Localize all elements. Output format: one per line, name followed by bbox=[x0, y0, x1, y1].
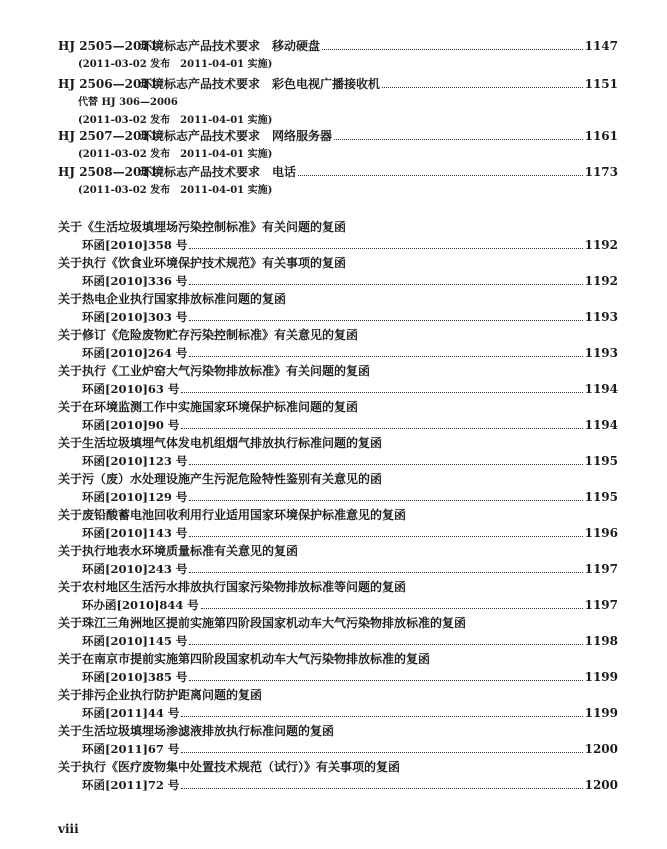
page-ref: 1200 bbox=[584, 778, 618, 792]
letter-title: 关于生活垃圾填埋气体发电机组烟气排放执行标准问题的复函 bbox=[58, 436, 383, 450]
letter-title: 关于珠江三角洲地区提前实施第四阶段国家机动车大气污染物排放标准的复函 bbox=[58, 616, 467, 630]
standard-title: 环境标志产品技术要求 bbox=[140, 77, 261, 91]
dot-leader bbox=[334, 139, 583, 140]
letter-doc-number: 环函[2010]63 号 bbox=[82, 382, 180, 396]
page-ref: 1147 bbox=[584, 39, 618, 53]
letter-ref-line bbox=[58, 668, 618, 686]
page-ref: 1199 bbox=[584, 670, 618, 684]
page-ref: 1192 bbox=[584, 238, 618, 252]
standard-dates: (2011-03-02 发布 2011-04-01 实施) bbox=[78, 115, 273, 126]
letter-ref-line bbox=[58, 308, 618, 326]
letter-doc-number: 环函[2011]72 号 bbox=[82, 778, 180, 792]
page-number: viii bbox=[58, 822, 79, 836]
letter-ref-line bbox=[58, 776, 618, 794]
dot-leader bbox=[189, 572, 582, 573]
dot-leader bbox=[189, 536, 582, 537]
dot-leader bbox=[189, 284, 582, 285]
letter-entry bbox=[58, 722, 618, 758]
standard-entry bbox=[58, 162, 618, 200]
page-ref: 1173 bbox=[584, 165, 618, 179]
letter-ref-line bbox=[58, 596, 618, 614]
letter-title: 关于执行《医疗废物集中处置技术规范（试行）》有关事项的复函 bbox=[58, 760, 401, 774]
letter-ref-line bbox=[58, 560, 618, 578]
standard-subject: 移动硬盘 bbox=[272, 39, 321, 53]
reply-letter-list bbox=[58, 218, 618, 794]
letter-title: 关于执行地表水环境质量标准有关意见的复函 bbox=[58, 544, 299, 558]
letter-title: 关于在南京市提前实施第四阶段国家机动车大气污染物排放标准的复函 bbox=[58, 652, 431, 666]
letter-ref-line bbox=[58, 236, 618, 254]
letter-entry bbox=[58, 506, 618, 542]
letter-ref-line bbox=[58, 452, 618, 470]
dot-leader bbox=[181, 716, 582, 717]
standard-line bbox=[58, 162, 618, 182]
standard-dates: (2011-03-02 发布 2011-04-01 实施) bbox=[78, 185, 273, 196]
letter-entry bbox=[58, 758, 618, 794]
page-ref: 1195 bbox=[584, 490, 618, 504]
letter-doc-number: 环函[2010]143 号 bbox=[82, 526, 188, 540]
standard-subject: 彩色电视广播接收机 bbox=[272, 77, 381, 91]
dot-leader bbox=[189, 644, 582, 645]
letter-ref-line bbox=[58, 380, 618, 398]
letter-ref-line bbox=[58, 524, 618, 542]
letter-entry bbox=[58, 650, 618, 686]
page-ref: 1197 bbox=[584, 598, 618, 612]
standard-line bbox=[58, 36, 618, 56]
dot-leader bbox=[382, 87, 583, 88]
page-ref: 1192 bbox=[584, 274, 618, 288]
letter-ref-line bbox=[58, 416, 618, 434]
letter-ref-line bbox=[58, 344, 618, 362]
letter-entry bbox=[58, 326, 618, 362]
letter-title: 关于生活垃圾填埋场渗滤液排放执行标准问题的复函 bbox=[58, 724, 335, 738]
letter-entry bbox=[58, 398, 618, 434]
letter-title: 关于执行《饮食业环境保护技术规范》有关事项的复函 bbox=[58, 256, 347, 270]
letter-title: 关于《生活垃圾填埋场污染控制标准》有关问题的复函 bbox=[58, 220, 347, 234]
letter-entry bbox=[58, 434, 618, 470]
letter-doc-number: 环函[2010]303 号 bbox=[82, 310, 188, 324]
letter-title: 关于执行《工业炉窑大气污染物排放标准》有关问题的复函 bbox=[58, 364, 371, 378]
dot-leader bbox=[181, 392, 582, 393]
dot-leader bbox=[322, 49, 583, 50]
letter-ref-line bbox=[58, 488, 618, 506]
letter-entry bbox=[58, 686, 618, 722]
dot-leader bbox=[189, 248, 582, 249]
standard-line bbox=[58, 126, 618, 146]
dot-leader bbox=[181, 428, 582, 429]
letter-doc-number: 环函[2010]243 号 bbox=[82, 562, 188, 576]
standard-replaces: 代替 HJ 306—2006 bbox=[78, 97, 178, 108]
letter-ref-line bbox=[58, 632, 618, 650]
standard-title: 环境标志产品技术要求 bbox=[140, 129, 261, 143]
dot-leader bbox=[189, 680, 582, 681]
dot-leader bbox=[189, 464, 582, 465]
page-ref: 1161 bbox=[584, 129, 618, 143]
page-ref: 1151 bbox=[584, 77, 618, 91]
standard-entry bbox=[58, 36, 618, 74]
letter-title: 关于污（废）水处理设施产生污泥危险特性鉴别有关意见的函 bbox=[58, 472, 383, 486]
letter-doc-number: 环函[2010]90 号 bbox=[82, 418, 180, 432]
letter-title: 关于热电企业执行国家排放标准问题的复函 bbox=[58, 292, 287, 306]
letter-doc-number: 环函[2011]44 号 bbox=[82, 706, 180, 720]
letter-doc-number: 环办函[2010]844 号 bbox=[82, 598, 199, 612]
page-ref: 1196 bbox=[584, 526, 618, 540]
dot-leader bbox=[189, 356, 582, 357]
page-ref: 1198 bbox=[584, 634, 618, 648]
letter-entry bbox=[58, 578, 618, 614]
letter-title: 关于排污企业执行防护距离问题的复函 bbox=[58, 688, 263, 702]
standard-code: HJ 2506—2011 bbox=[58, 77, 158, 91]
dot-leader bbox=[189, 500, 582, 501]
letter-ref-line bbox=[58, 704, 618, 722]
letter-entry bbox=[58, 362, 618, 398]
dot-leader bbox=[298, 175, 583, 176]
standard-line bbox=[58, 74, 618, 94]
letter-doc-number: 环函[2010]385 号 bbox=[82, 670, 188, 684]
letter-ref-line bbox=[58, 272, 618, 290]
letter-entry bbox=[58, 290, 618, 326]
dot-leader bbox=[189, 320, 582, 321]
letter-doc-number: 环函[2010]264 号 bbox=[82, 346, 188, 360]
letter-title: 关于修订《危险废物贮存污染控制标准》有关意见的复函 bbox=[58, 328, 359, 342]
page-ref: 1194 bbox=[584, 382, 618, 396]
letter-doc-number: 环函[2010]123 号 bbox=[82, 454, 188, 468]
letter-doc-number: 环函[2010]358 号 bbox=[82, 238, 188, 252]
page-ref: 1194 bbox=[584, 418, 618, 432]
page-ref: 1193 bbox=[584, 310, 618, 324]
standard-entry bbox=[58, 126, 618, 164]
letter-doc-number: 环函[2010]336 号 bbox=[82, 274, 188, 288]
page-ref: 1195 bbox=[584, 454, 618, 468]
letter-entry bbox=[58, 470, 618, 506]
page-ref: 1197 bbox=[584, 562, 618, 576]
standard-code: HJ 2505—2011 bbox=[58, 39, 158, 53]
dot-leader bbox=[181, 788, 582, 789]
standard-title: 环境标志产品技术要求 bbox=[140, 165, 261, 179]
standard-dates: (2011-03-02 发布 2011-04-01 实施) bbox=[78, 59, 273, 70]
letter-ref-line bbox=[58, 740, 618, 758]
letter-title: 关于在环境监测工作中实施国家环境保护标准问题的复函 bbox=[58, 400, 359, 414]
standard-title: 环境标志产品技术要求 bbox=[140, 39, 261, 53]
page-ref: 1193 bbox=[584, 346, 618, 360]
letter-entry bbox=[58, 542, 618, 578]
standard-code: HJ 2508—2011 bbox=[58, 165, 158, 179]
standard-subject: 网络服务器 bbox=[272, 129, 333, 143]
standard-subject: 电话 bbox=[272, 165, 297, 179]
letter-doc-number: 环函[2010]145 号 bbox=[82, 634, 188, 648]
letter-doc-number: 环函[2010]129 号 bbox=[82, 490, 188, 504]
letter-entry bbox=[58, 614, 618, 650]
page-ref: 1200 bbox=[584, 742, 618, 756]
standard-dates: (2011-03-02 发布 2011-04-01 实施) bbox=[78, 149, 273, 160]
page-ref: 1199 bbox=[584, 706, 618, 720]
letter-entry bbox=[58, 218, 618, 254]
letter-title: 关于农村地区生活污水排放执行国家污染物排放标准等问题的复函 bbox=[58, 580, 407, 594]
letter-doc-number: 环函[2011]67 号 bbox=[82, 742, 180, 756]
standard-entry bbox=[58, 74, 618, 130]
letter-title: 关于废铅酸蓄电池回收利用行业适用国家环境保护标准意见的复函 bbox=[58, 508, 407, 522]
dot-leader bbox=[181, 752, 582, 753]
dot-leader bbox=[201, 608, 583, 609]
letter-entry bbox=[58, 254, 618, 290]
standard-code: HJ 2507—2011 bbox=[58, 129, 158, 143]
